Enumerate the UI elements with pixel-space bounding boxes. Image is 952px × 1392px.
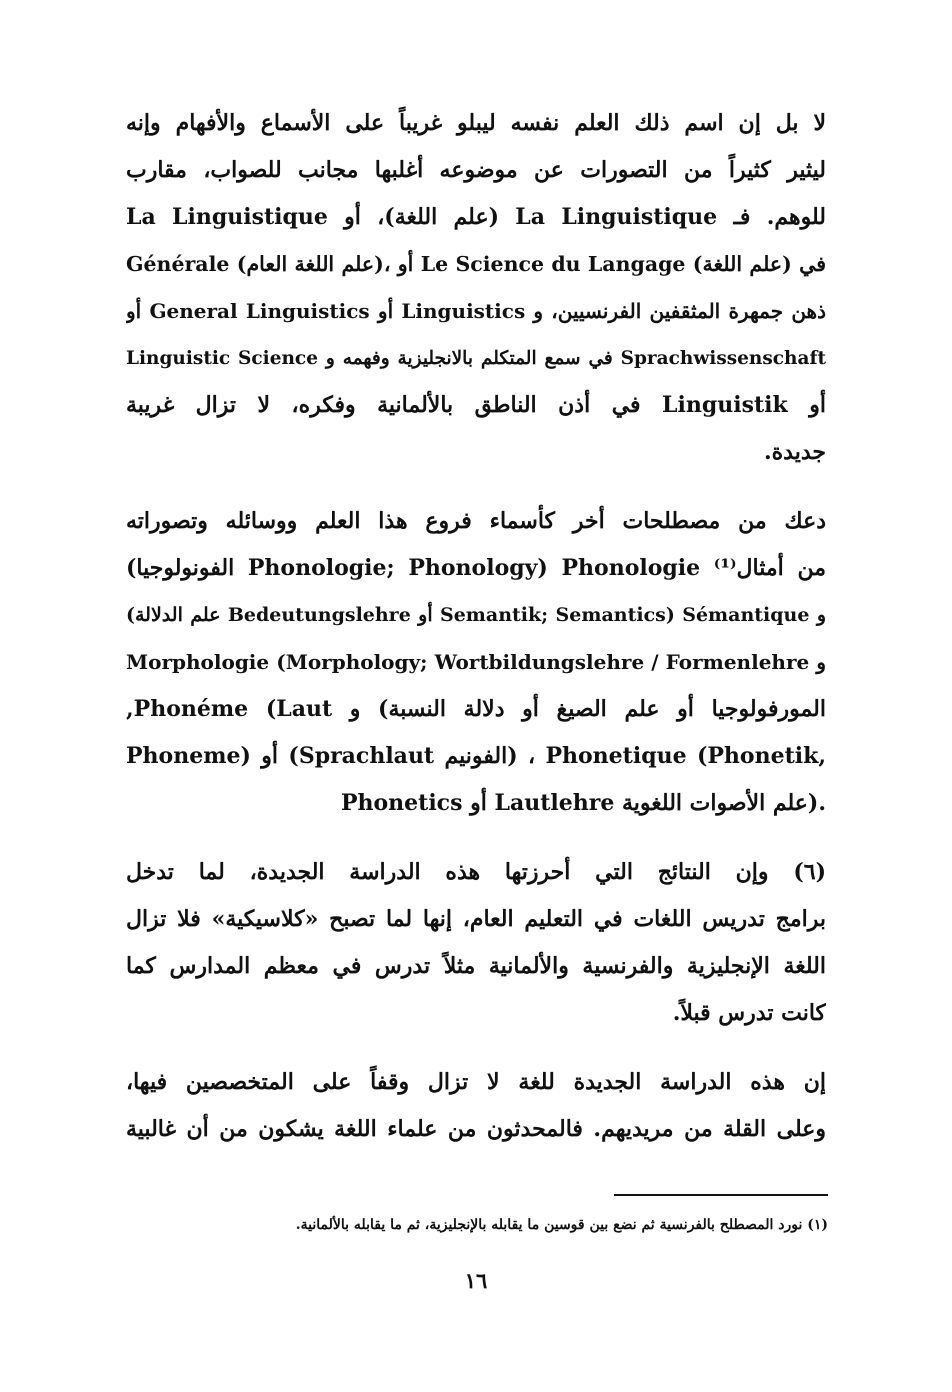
paragraph-1 bbox=[126, 100, 826, 476]
text-line: المورفولوجيا أو علم الصيغ أو دلالة النسبة) و Phonéme (Laut, bbox=[126, 696, 826, 722]
text-line: و Morphologie (Morphology; Wortbildungslehre / Formenlehre bbox=[126, 650, 826, 674]
text-line: اللغة الإنجليزية والفرنسية والألمانية مثلاً تدرس في معظم المدارس كما bbox=[126, 953, 826, 979]
text-line: لا بل إن اسم ذلك العلم نفسه ليبلو غريباً على الأسماع والأفهام وإنه bbox=[126, 110, 826, 136]
text-line: برامج تدريس اللغات في التعليم العام، إنها لما تصبح «كلاسيكية» فلا تزال bbox=[126, 906, 826, 932]
text-line: كانت تدرس قبلاً. bbox=[672, 1000, 826, 1026]
page-number: ١٦ bbox=[464, 1268, 488, 1293]
text-line: Générale (علم اللغة العام)، أو Le Science du Langage (علم اللغة) في bbox=[126, 252, 826, 276]
text-line: Linguistic Science في سمع المتكلم بالانجليزية وفهمه و Sprachwissenschaft bbox=[126, 348, 826, 369]
footnote-divider bbox=[614, 1194, 828, 1196]
text-line: ليثير كثيراً من التصورات عن موضوعه أغلبها مجانب للصواب، مقارب bbox=[126, 157, 826, 183]
text-line: Phoneme) أو (Sprachlaut الفونيم) ، Phonetique (Phonetik, bbox=[126, 743, 826, 769]
text-line: للوهم. فـ La Linguistique (علم اللغة)، أو La Linguistique bbox=[126, 204, 826, 230]
text-line: جديدة. bbox=[763, 439, 826, 465]
paragraph-2 bbox=[126, 498, 826, 827]
footnote: (١) نورد المصطلح بالفرنسية ثم نضع بين قوسين ما يقابله بالإنجليزية، ثم ما يقابله بالألمانية. bbox=[295, 1217, 828, 1233]
text-line: وعلى القلة من مريديهم. فالمحدثون من علماء اللغة يشكون من أن غالبية bbox=[126, 1116, 826, 1142]
text-line: ذهن جمهرة المثقفين الفرنسيين، و Linguistics أو General Linguistics أو bbox=[126, 299, 826, 323]
text-line: Phonetics أو Lautlehre علم الأصوات اللغوية). bbox=[340, 790, 826, 816]
paragraph-3 bbox=[126, 849, 826, 1037]
text-line: و Sémantique (Semantik; Semantics أو Bedeutungslehre علم الدلالة) bbox=[126, 604, 826, 626]
text-line: (٦) وإن النتائج التي أحرزتها هذه الدراسة الجديدة، لما تدخل bbox=[126, 859, 826, 885]
text-line: دعك من مصطلحات أخر كأسماء فروع هذا العلم ووسائله وتصوراته bbox=[126, 508, 826, 534]
paragraph-4 bbox=[126, 1059, 826, 1153]
text-line: من أمثال⁽¹⁾ Phonologie (Phonologie; Phonology الفونولوجيا) bbox=[126, 555, 826, 581]
text-line: إن هذه الدراسة الجديدة للغة لا تزال وقفاً على المتخصصين فيها، bbox=[126, 1069, 826, 1095]
text-line: أو Linguistik في أذن الناطق بالألمانية وفكره، لا تزال غريبة bbox=[126, 392, 826, 418]
